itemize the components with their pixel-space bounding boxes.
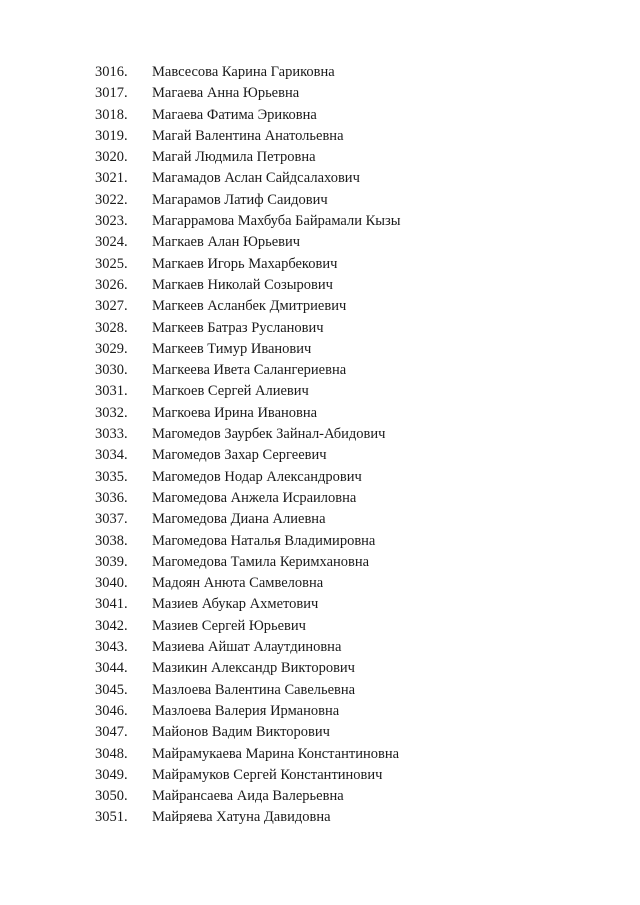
entry-full-name: Магай Валентина Анатольевна bbox=[152, 127, 344, 144]
entry-full-name: Магомедова Тамила Керимхановна bbox=[152, 553, 370, 570]
entry-number: 3023. bbox=[95, 213, 128, 230]
entry-number: 3026. bbox=[95, 276, 128, 293]
list-item bbox=[95, 147, 401, 168]
entry-full-name: Майонов Вадим Викторович bbox=[152, 724, 330, 741]
list-item bbox=[95, 488, 401, 509]
list-item bbox=[95, 254, 401, 275]
entry-full-name: Магаева Анна Юрьевна bbox=[152, 85, 300, 102]
entry-number: 3017. bbox=[95, 85, 128, 102]
list-item bbox=[95, 509, 401, 530]
list-item bbox=[95, 360, 401, 381]
entry-number: 3036. bbox=[95, 489, 128, 506]
entry-full-name: Магай Людмила Петровна bbox=[152, 149, 316, 166]
entry-full-name: Магомедова Анжела Исраиловна bbox=[152, 489, 357, 506]
entry-full-name: Мазиева Айшат Алаутдиновна bbox=[152, 639, 342, 656]
numbered-name-list bbox=[95, 62, 401, 829]
list-item bbox=[95, 232, 401, 253]
list-item bbox=[95, 83, 401, 104]
list-item bbox=[95, 424, 401, 445]
list-item bbox=[95, 744, 401, 765]
entry-number: 3048. bbox=[95, 745, 128, 762]
entry-number: 3025. bbox=[95, 255, 128, 272]
entry-number: 3032. bbox=[95, 404, 128, 421]
entry-full-name: Мазиев Сергей Юрьевич bbox=[152, 617, 306, 634]
entry-full-name: Мазлоева Валентина Савельевна bbox=[152, 681, 356, 698]
entry-full-name: Майрамуков Сергей Константинович bbox=[152, 766, 383, 783]
list-item bbox=[95, 445, 401, 466]
entry-number: 3027. bbox=[95, 298, 128, 315]
entry-number: 3029. bbox=[95, 340, 128, 357]
list-item bbox=[95, 381, 401, 402]
entry-full-name: Магкаев Игорь Махарбекович bbox=[152, 255, 338, 272]
list-item bbox=[95, 211, 401, 232]
list-item bbox=[95, 573, 401, 594]
entry-number: 3047. bbox=[95, 724, 128, 741]
list-item bbox=[95, 403, 401, 424]
list-item bbox=[95, 467, 401, 488]
entry-number: 3018. bbox=[95, 106, 128, 123]
entry-full-name: Мазиев Абукар Ахметович bbox=[152, 596, 319, 613]
list-item bbox=[95, 807, 401, 828]
list-item bbox=[95, 658, 401, 679]
entry-full-name: Мадоян Анюта Самвеловна bbox=[152, 575, 324, 592]
entry-number: 3031. bbox=[95, 383, 128, 400]
list-item bbox=[95, 168, 401, 189]
entry-number: 3030. bbox=[95, 362, 128, 379]
entry-full-name: Магомедова Наталья Владимировна bbox=[152, 532, 376, 549]
list-item bbox=[95, 105, 401, 126]
list-item bbox=[95, 190, 401, 211]
list-item bbox=[95, 318, 401, 339]
entry-full-name: Майряева Хатуна Давидовна bbox=[152, 809, 331, 826]
entry-number: 3040. bbox=[95, 575, 128, 592]
list-item bbox=[95, 701, 401, 722]
entry-full-name: Магкеев Тимур Иванович bbox=[152, 340, 312, 357]
entry-number: 3041. bbox=[95, 596, 128, 613]
entry-number: 3020. bbox=[95, 149, 128, 166]
entry-number: 3035. bbox=[95, 468, 128, 485]
entry-number: 3021. bbox=[95, 170, 128, 187]
entry-full-name: Магкеева Ивета Салангериевна bbox=[152, 362, 347, 379]
entry-full-name: Магомедов Заурбек Зайнал-Абидович bbox=[152, 426, 386, 443]
entry-full-name: Магкаев Алан Юрьевич bbox=[152, 234, 301, 251]
list-item bbox=[95, 594, 401, 615]
entry-full-name: Мазлоева Валерия Ирмановна bbox=[152, 702, 340, 719]
entry-full-name: Магкеев Батраз Русланович bbox=[152, 319, 324, 336]
entry-full-name: Магкеев Асланбек Дмитриевич bbox=[152, 298, 347, 315]
list-item bbox=[95, 62, 401, 83]
entry-number: 3050. bbox=[95, 788, 128, 805]
list-item bbox=[95, 616, 401, 637]
entry-number: 3028. bbox=[95, 319, 128, 336]
entry-full-name: Магомедов Захар Сергеевич bbox=[152, 447, 327, 464]
entry-number: 3046. bbox=[95, 702, 128, 719]
entry-full-name: Магкаев Николай Созырович bbox=[152, 276, 333, 293]
entry-full-name: Магаева Фатима Эриковна bbox=[152, 106, 317, 123]
list-item bbox=[95, 126, 401, 147]
entry-number: 3024. bbox=[95, 234, 128, 251]
list-item bbox=[95, 722, 401, 743]
entry-full-name: Магамадов Аслан Сайдсалахович bbox=[152, 170, 360, 187]
list-item bbox=[95, 637, 401, 658]
entry-number: 3019. bbox=[95, 127, 128, 144]
entry-number: 3033. bbox=[95, 426, 128, 443]
entry-number: 3049. bbox=[95, 766, 128, 783]
entry-full-name: Магарамов Латиф Саидович bbox=[152, 191, 328, 208]
list-item bbox=[95, 552, 401, 573]
list-item bbox=[95, 786, 401, 807]
entry-number: 3051. bbox=[95, 809, 128, 826]
entry-full-name: Магомедов Нодар Александрович bbox=[152, 468, 362, 485]
entry-number: 3038. bbox=[95, 532, 128, 549]
entry-full-name: Магкоева Ирина Ивановна bbox=[152, 404, 318, 421]
entry-number: 3045. bbox=[95, 681, 128, 698]
list-item bbox=[95, 339, 401, 360]
list-item bbox=[95, 531, 401, 552]
entry-full-name: Магаррамова Махбуба Байрамали Кызы bbox=[152, 213, 401, 230]
entry-number: 3016. bbox=[95, 64, 128, 80]
entry-number: 3043. bbox=[95, 639, 128, 656]
entry-full-name: Майрансаева Аида Валерьевна bbox=[152, 788, 344, 805]
entry-number: 3034. bbox=[95, 447, 128, 464]
list-item bbox=[95, 296, 401, 317]
entry-number: 3039. bbox=[95, 553, 128, 570]
entry-full-name: Мавсесова Карина Гариковна bbox=[152, 64, 335, 80]
entry-full-name: Майрамукаева Марина Константиновна bbox=[152, 745, 400, 762]
list-item bbox=[95, 275, 401, 296]
entry-full-name: Магомедова Диана Алиевна bbox=[152, 511, 326, 528]
entry-number: 3022. bbox=[95, 191, 128, 208]
list-item bbox=[95, 765, 401, 786]
list-item bbox=[95, 680, 401, 701]
entry-full-name: Магкоев Сергей Алиевич bbox=[152, 383, 309, 400]
entry-number: 3044. bbox=[95, 660, 128, 677]
entry-number: 3037. bbox=[95, 511, 128, 528]
entry-number: 3042. bbox=[95, 617, 128, 634]
entry-full-name: Мазикин Александр Викторович bbox=[152, 660, 355, 677]
